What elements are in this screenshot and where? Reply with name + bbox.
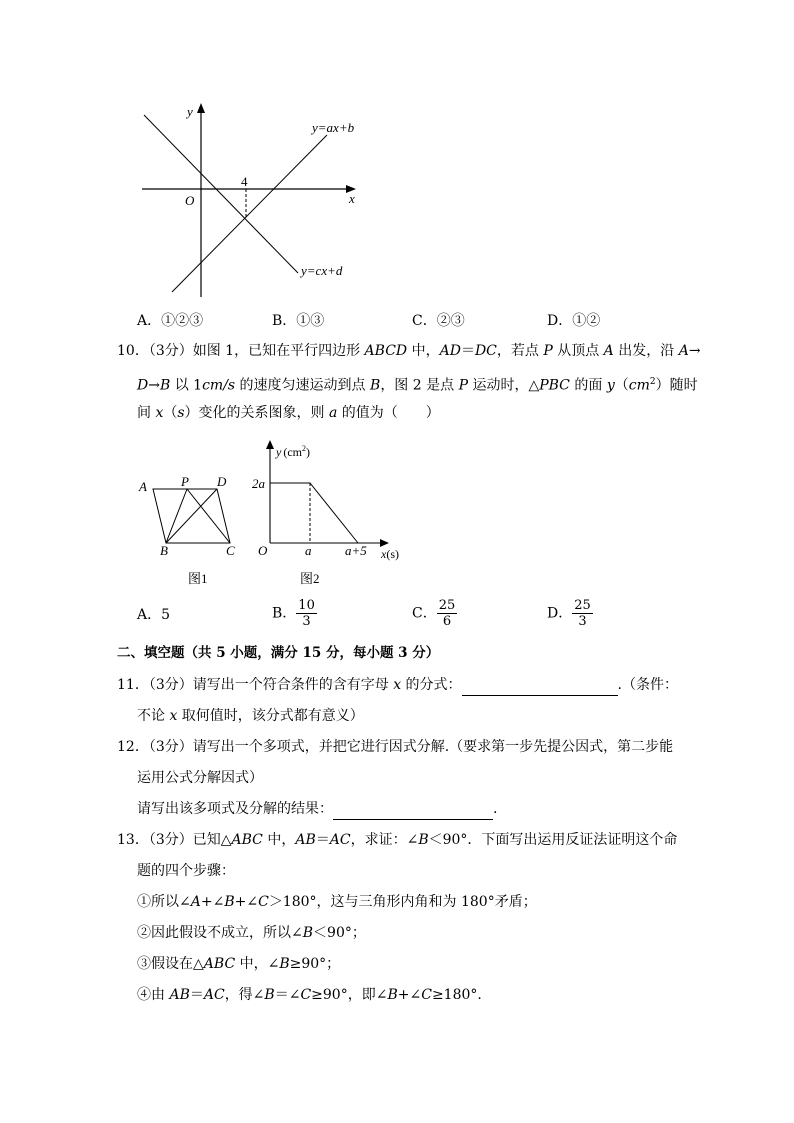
text: a [329,405,338,421]
text: ＝ [460,343,475,359]
numerator: 10 [298,598,315,613]
text: （3分）已知△ [148,832,232,848]
q13-line2: 题的四个步骤： [137,863,235,879]
text: B [387,987,398,1003]
question-number: 11． [117,677,149,693]
text: ABCD [364,343,408,359]
fig2-area-curve [270,483,358,543]
q13-step2 [137,923,366,943]
text: DC [474,343,497,359]
text: ，若点 [496,343,544,359]
denominator: 6 [442,614,452,629]
text: AC [203,987,225,1003]
text: B [279,956,290,972]
text: 中，∠ [235,956,280,972]
q9-option-c [412,311,465,331]
fig2-value-2a: 2a [252,476,265,491]
fig2-y-arrow [266,440,274,449]
segment-pb [166,489,187,543]
text: +∠ [234,894,259,910]
text: ，图 2 是点 [380,377,459,394]
origin-label: O [185,193,195,208]
text: A [603,343,614,359]
text: 取何值时，该分式都有意义） [177,708,364,724]
text: 的分式： [401,677,462,693]
text: 从顶点 [552,343,604,359]
q9-option-d [547,311,600,331]
text: A [190,894,201,910]
text: ＝ [189,987,204,1003]
text: PBC [539,377,570,394]
text: P [543,343,553,359]
option-letter: C． [412,313,437,329]
text: AD [439,343,461,359]
fraction [296,598,317,629]
q10-line3 [137,403,440,423]
superscript: 2 [649,377,656,387]
option-text: ①②③ [161,313,204,329]
text: C [258,894,269,910]
text: x [393,677,402,693]
point-p: P [181,474,189,489]
question-number: 13． [117,832,149,848]
text: （3分）如图 1，已知在平行四边形 [148,343,365,359]
text: ，得∠ [224,987,265,1003]
text: ③假设在△ [137,956,204,972]
q11-line2 [137,706,364,726]
text: （3分）请写出一个符合条件的含有字母 [148,677,394,693]
option-text: ①② [572,313,601,329]
q9-option-a [137,311,203,331]
text: ＞180°，这与三角形内角和为 180°矛盾； [268,894,537,910]
text: .（条件： [617,677,678,693]
question-number: 10． [117,343,149,359]
q9-option-b [272,311,324,331]
text: 中， [407,343,440,359]
numerator: 25 [574,598,591,613]
text: A [678,343,689,359]
fig2-y-label: y $(cm^2)$ [276,444,310,459]
option-letter: A． [137,607,162,623]
fraction [437,598,458,629]
vertex-b: B [160,543,168,558]
option-text: 5 [161,607,171,623]
text: cm/s [202,377,236,394]
q11-line1 [117,675,678,696]
line2-label: y=cx+d [301,263,343,278]
text: ABC [231,832,263,848]
question-number: 12． [117,739,149,755]
text: → [148,377,160,394]
q10-option-a [137,605,170,625]
denominator: 3 [578,614,587,629]
q13-step1 [137,892,537,912]
text: 中， [262,832,296,848]
text: 的面 [569,377,607,394]
tick-label-4: 4 [241,174,248,189]
option-text: ②③ [436,313,465,329]
text: ＜90°； [313,925,366,941]
fig2-origin: O [258,543,268,558]
text: AB [295,832,316,848]
q12-line3 [137,799,497,820]
q10-line1 [117,341,701,361]
answer-blank[interactable] [333,799,493,820]
text: C [300,987,312,1003]
vertex-d: D [217,474,227,489]
y-axis-arrow [197,103,205,113]
text: cm [628,377,650,394]
text: B [264,987,275,1003]
text: 运动时，△ [468,377,540,394]
fig2-tick-a: a [305,543,312,558]
q10-line2 [137,372,698,396]
text: B [302,925,314,941]
text: B [418,832,429,848]
text: 以 1 [170,377,203,394]
q12-line2: 运用公式分解因式） [137,770,263,786]
figure-1-caption: 图1 [188,571,208,586]
figure-1-parallelogram [130,470,250,595]
option-letter: D． [547,605,573,622]
q10-option-c [412,598,457,629]
text: +∠ [397,987,422,1003]
text: ）随时 [655,377,698,394]
text: ②因此假设不成立，所以∠ [137,925,303,941]
q10-option-d [547,598,593,629]
q10-option-b [272,598,317,629]
option-letter: D． [547,313,573,329]
option-letter: B． [272,605,297,622]
text: → [688,343,701,359]
vertex-c: C [226,543,235,558]
text: 间 [137,405,156,421]
line1-label: y=ax+b [312,120,355,135]
text: . [493,801,498,817]
text: AC [329,832,351,848]
option-letter: B． [272,313,297,329]
text: B [224,894,235,910]
text: 请写出该多项式及分解的结果： [137,801,333,817]
text: P [458,377,468,394]
q13-step3 [137,954,340,974]
text: ①所以∠ [137,894,191,910]
section-heading: 二、填空题（共 5 小题，满分 15 分，每小题 3 分） [117,645,440,661]
text: （3分）请写出一个多项式，并把它进行因式分解.（要求第一步先提公因式，第二步能 [148,739,674,755]
linear-functions-graph [130,95,370,310]
text: ≥180°. [431,987,482,1003]
fig2-tick-a-plus-5: a+5 [345,543,367,558]
text: AB [169,987,190,1003]
text: y [606,377,615,394]
q13-line1 [117,830,677,850]
text: C [421,987,432,1003]
fig2-x-label: x(s) [381,547,399,561]
text: ＝∠ [274,987,301,1003]
text: x [155,405,164,421]
answer-blank[interactable] [462,675,618,696]
text: 的速度匀速运动到点 [235,377,371,394]
figure-2-graph [250,438,410,595]
text: ④由 [137,987,170,1003]
q12-line1 [117,737,673,757]
text: ，求证：∠ [350,832,419,848]
text: 的值为（ ） [337,405,440,421]
text: （ [163,405,178,421]
x-axis-label: x [349,191,355,206]
line-cx-plus-d [144,115,298,273]
text: ＜90°．下面写出运用反证法证明这个命 [428,832,678,848]
text: ＝ [315,832,330,848]
text: D [137,377,149,394]
vertex-a: A [139,479,147,494]
text: 出发，沿 [613,343,679,359]
option-text: ①③ [296,313,325,329]
text: s [177,405,185,421]
text: （ [614,377,629,394]
y-axis-label: y [187,104,193,119]
text: +∠ [200,894,225,910]
denominator: 3 [302,614,311,629]
option-letter: A． [137,313,162,329]
text: ≥90°，即∠ [311,987,388,1003]
fraction [572,598,593,629]
text: B [370,377,381,394]
text: ）变化的关系图象，则 [184,405,329,421]
q13-step4 [137,985,482,1005]
numerator: 25 [438,598,456,613]
fig2-x-arrow [380,539,389,547]
segment-db [166,489,217,543]
text: B [159,377,171,394]
text: ≥90°； [289,956,341,972]
figure-2-caption: 图2 [300,571,320,586]
text: x [169,708,178,724]
option-letter: C． [412,605,437,622]
text: 不论 [137,708,170,724]
text: ABC [203,956,236,972]
